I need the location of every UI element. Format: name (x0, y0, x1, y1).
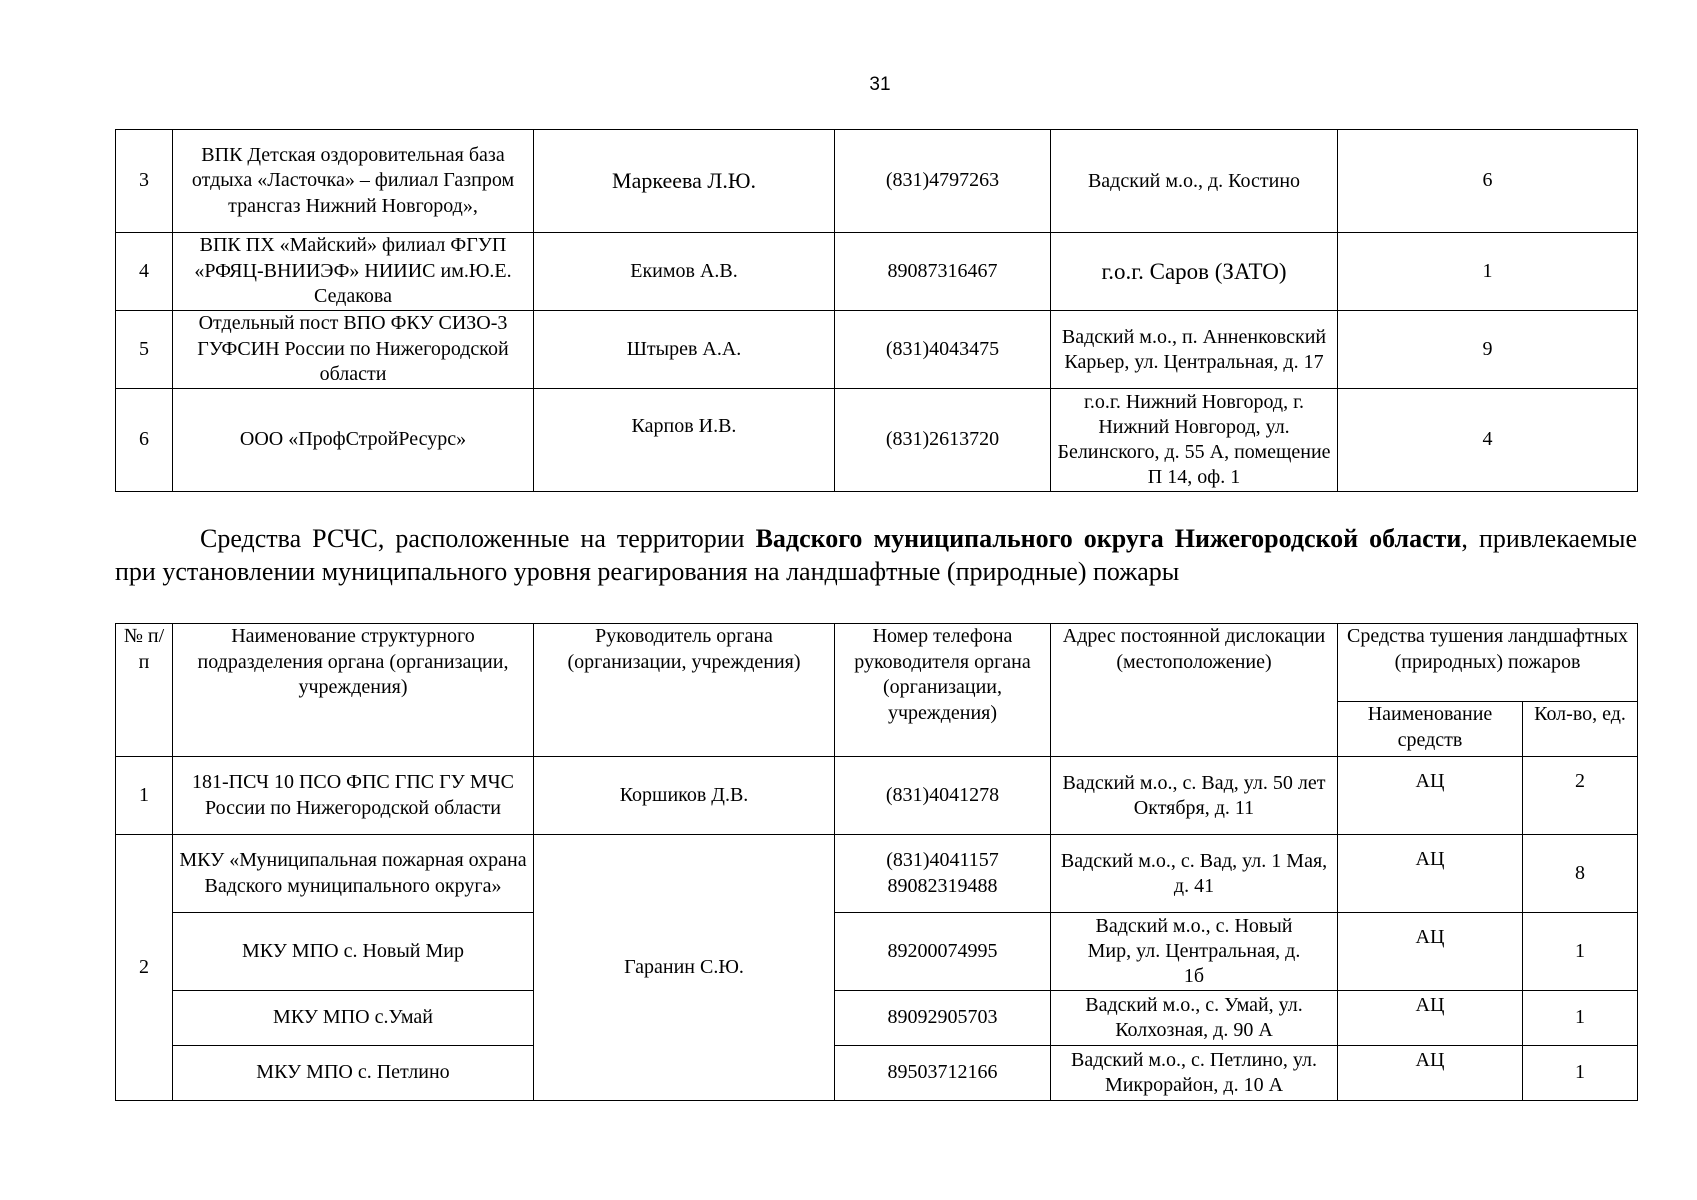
table-row (116, 835, 1638, 913)
row-number: 1 (116, 757, 173, 835)
means-name: АЦ (1338, 913, 1523, 991)
unit-name: МКУ МПО с. Новый Мир (173, 913, 534, 991)
header-num: № п/п (116, 624, 173, 757)
row-number: 2 (116, 835, 173, 1101)
table-row (116, 991, 1638, 1046)
phone: 89503712166 (835, 1046, 1051, 1101)
head-name: Гаранин С.Ю. (534, 835, 835, 1101)
address: Вадский м.о., с. Умай, ул. Колхозная, д. 90 А (1051, 991, 1338, 1046)
count: 1 (1338, 233, 1638, 311)
phone: (831)4797263 (835, 130, 1051, 233)
page-number: 31 (869, 74, 891, 95)
unit-name: МКУ МПО с.Умай (173, 991, 534, 1046)
header-head: Руководитель органа (организации, учреждения) (534, 624, 835, 757)
unit-name: МКУ «Муниципальная пожарная охрана Вадского муниципального округа» (173, 835, 534, 913)
phone: 89092905703 (835, 991, 1051, 1046)
means-count: 1 (1523, 1046, 1638, 1101)
head-name: Коршиков Д.В. (534, 757, 835, 835)
header-address: Адрес постоянной дислокации (местоположение) (1051, 624, 1338, 757)
means-count: 8 (1523, 835, 1638, 913)
unit-name: МКУ МПО с. Петлино (173, 1046, 534, 1101)
means-name: АЦ (1338, 757, 1523, 835)
table-row (116, 311, 1638, 389)
heading-bold-text: Вадского муниципального округа Нижегородской области (755, 524, 1462, 553)
address: Вадский м.о., с. Петлино, ул. Микрорайон, д. 10 А (1051, 1046, 1338, 1101)
address: г.о.г. Саров (ЗАТО) (1051, 233, 1338, 311)
head-name: Карпов И.В. (534, 389, 835, 492)
phone: 89200074995 (835, 913, 1051, 991)
header-means-name: Наименование средств (1338, 702, 1523, 757)
phone: (831)4043475 (835, 311, 1051, 389)
top-table (115, 129, 1638, 492)
phone: 89087316467 (835, 233, 1051, 311)
address: Вадский м.о., с. Новый Мир, ул. Центральная, д. 1б (1051, 913, 1338, 991)
means-count: 1 (1523, 991, 1638, 1046)
unit-name: ВПК ПХ «Майский» филиал ФГУП «РФЯЦ-ВНИИЭФ» НИИИС им.Ю.Е. Седакова (173, 233, 534, 311)
heading-text-2: , привлекаемые при установлении муниципального уровня реагирования на ландшафтные (природные) пожары (115, 524, 1638, 586)
means-name: АЦ (1338, 835, 1523, 913)
header-means-count: Кол-во, ед. (1523, 702, 1638, 757)
phone: (831)2613720 (835, 389, 1051, 492)
table-row (116, 757, 1638, 835)
unit-name: ВПК Детская оздоровительная база отдыха «Ласточка» – филиал Газпром трансгаз Нижний Новгород», (173, 130, 534, 233)
phone: (831)4041157 89082319488 (835, 835, 1051, 913)
phone: (831)4041278 (835, 757, 1051, 835)
address: Вадский м.о., с. Вад, ул. 1 Мая, д. 41 (1051, 835, 1338, 913)
section-heading (115, 522, 1637, 588)
header-name: Наименование структурного подразделения органа (организации, учреждения) (173, 624, 534, 757)
row-number: 3 (116, 130, 173, 233)
table-row (116, 913, 1638, 991)
table-row (116, 233, 1638, 311)
means-count: 1 (1523, 913, 1638, 991)
head-name: Маркеева Л.Ю. (534, 130, 835, 233)
heading-text-1: Средства РСЧС, расположенные на территории (200, 524, 756, 553)
row-number: 5 (116, 311, 173, 389)
row-number: 6 (116, 389, 173, 492)
means-name: АЦ (1338, 991, 1523, 1046)
count: 4 (1338, 389, 1638, 492)
unit-name: ООО «ПрофСтройРесурс» (173, 389, 534, 492)
means-name: АЦ (1338, 1046, 1523, 1101)
unit-name: 181-ПСЧ 10 ПСО ФПС ГПС ГУ МЧС России по Нижегородской области (173, 757, 534, 835)
header-row (116, 624, 1638, 702)
header-phone: Номер телефона руководителя органа (организации, учреждения) (835, 624, 1051, 757)
row-number: 4 (116, 233, 173, 311)
head-name: Штырев А.А. (534, 311, 835, 389)
bottom-table (115, 623, 1638, 1101)
address: Вадский м.о., д. Костино (1051, 130, 1338, 233)
head-name: Екимов А.В. (534, 233, 835, 311)
count: 6 (1338, 130, 1638, 233)
address: Вадский м.о., с. Вад, ул. 50 лет Октября, д. 11 (1051, 757, 1338, 835)
count: 9 (1338, 311, 1638, 389)
unit-name: Отдельный пост ВПО ФКУ СИЗО-3 ГУФСИН России по Нижегородской области (173, 311, 534, 389)
table-row (116, 389, 1638, 492)
table-row (116, 130, 1638, 233)
header-means: Средства тушения ландшафтных (природных) пожаров (1338, 624, 1638, 702)
address: г.о.г. Нижний Новгород, г. Нижний Новгород, ул. Белинского, д. 55 А, помещение П 14, оф. 1 (1051, 389, 1338, 492)
means-count: 2 (1523, 757, 1638, 835)
address: Вадский м.о., п. Анненковский Карьер, ул. Центральная, д. 17 (1051, 311, 1338, 389)
table-row (116, 1046, 1638, 1101)
